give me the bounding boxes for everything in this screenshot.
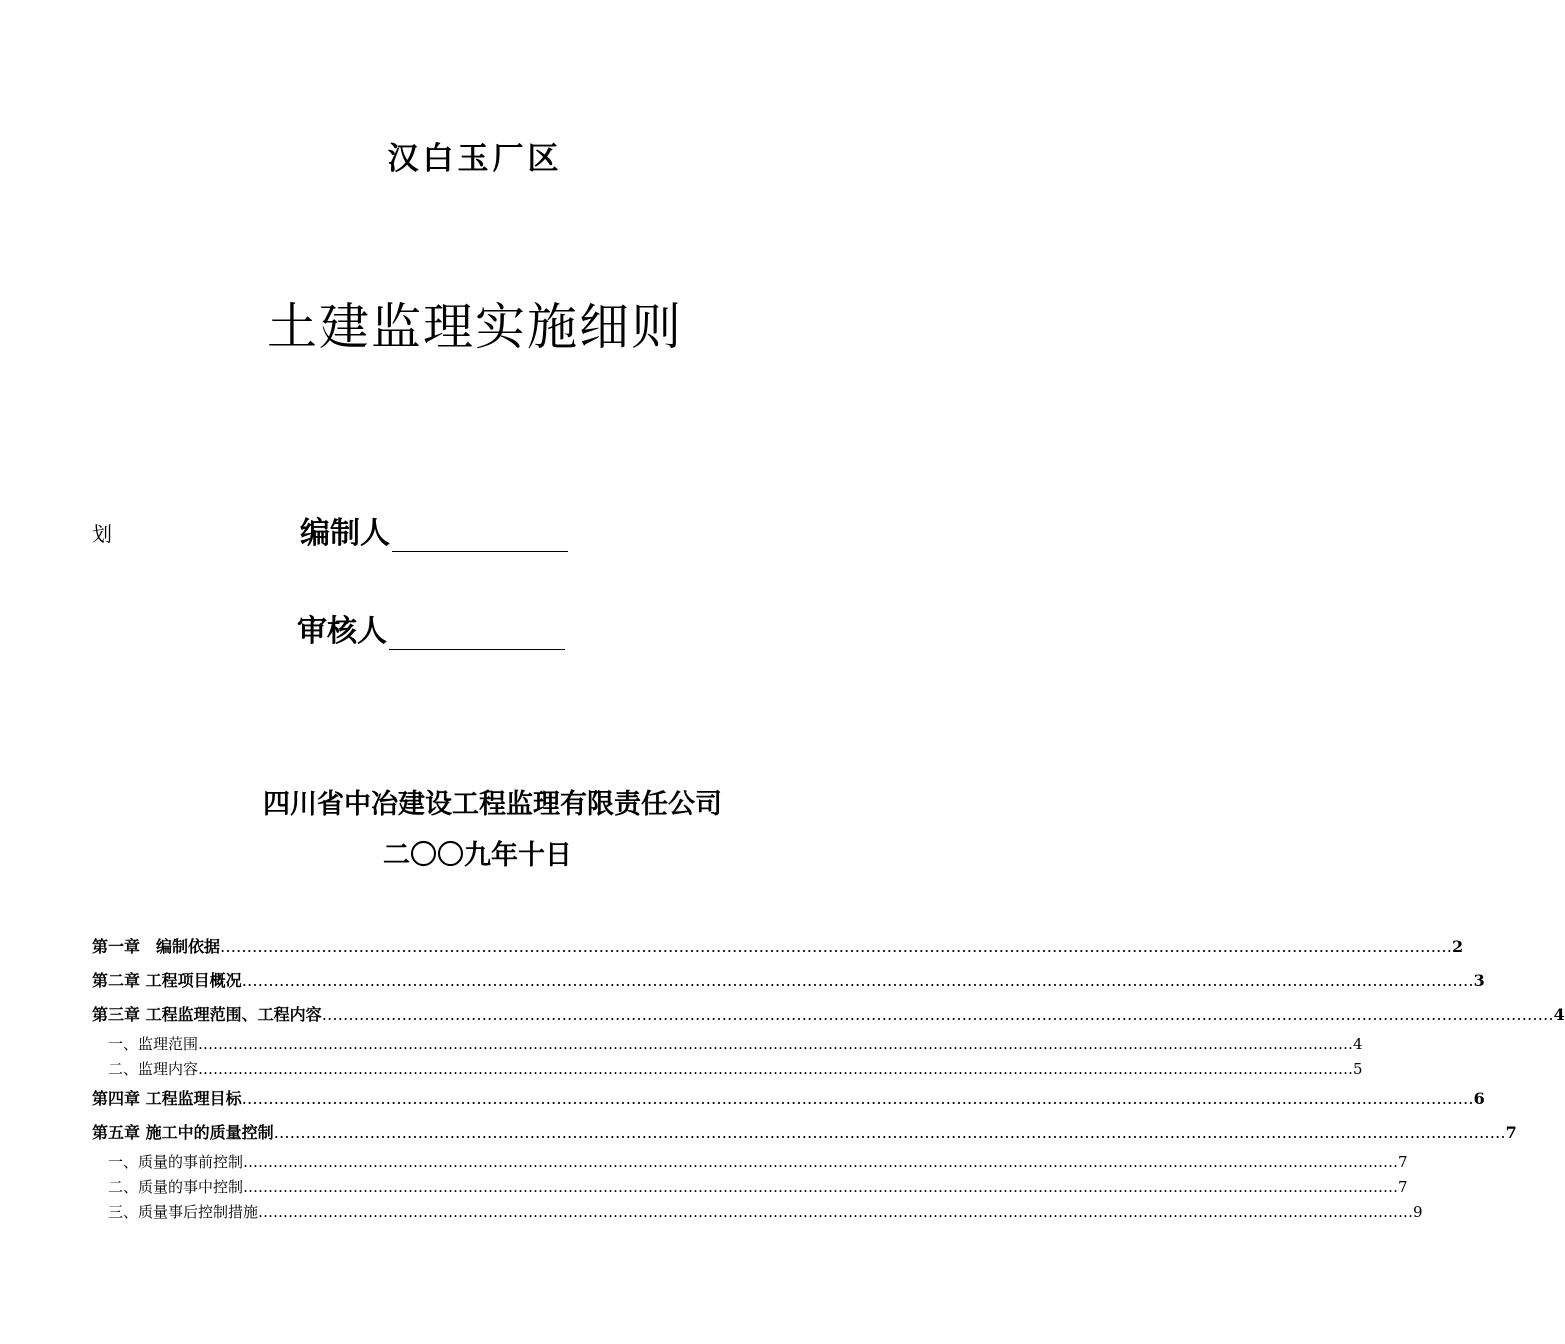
- toc-item-section-5-1[interactable]: [92, 1150, 1408, 1175]
- compiler-label: 编制人: [300, 516, 390, 551]
- toc-item-chapter-1[interactable]: [92, 930, 1464, 964]
- company-name: 四川省中冶建设工程监理有限责任公司: [263, 789, 722, 820]
- toc-item-section-5-3[interactable]: [92, 1200, 1423, 1225]
- toc-leader-dots: ……………………………………………………………………………………………………………………………………………………………………………………………………………: [198, 1060, 1354, 1078]
- toc-label: 第三章 工程监理范围、工程内容: [92, 1005, 322, 1024]
- toc-leader-dots: ……………………………………………………………………………………………………………………………………………………………………………………………………………: [241, 971, 1474, 990]
- table-of-contents: [92, 930, 1565, 1225]
- toc-leader-dots: ……………………………………………………………………………………………………………………………………………………………………………………………………………: [258, 1203, 1414, 1221]
- toc-label: 第一章 编制依据: [92, 937, 221, 956]
- toc-item-section-3-2[interactable]: [92, 1057, 1363, 1082]
- reviewer-signature-row: [297, 606, 565, 650]
- toc-page-number: 7: [1505, 1123, 1517, 1142]
- toc-item-chapter-3[interactable]: [92, 998, 1565, 1032]
- toc-leader-dots: ……………………………………………………………………………………………………………………………………………………………………………………………………………: [321, 1005, 1554, 1024]
- toc-label: 第四章 工程监理目标: [92, 1089, 242, 1108]
- compiler-signature-line: [392, 525, 568, 552]
- toc-page-number: 3: [1473, 971, 1485, 990]
- compiler-signature-row: [300, 508, 568, 552]
- toc-item-chapter-5[interactable]: [92, 1116, 1517, 1150]
- toc-page-number: 5: [1353, 1060, 1363, 1078]
- reviewer-signature-line: [389, 623, 565, 650]
- toc-leader-dots: ……………………………………………………………………………………………………………………………………………………………………………………………………………: [243, 1178, 1399, 1196]
- project-name: 汉白玉厂区: [387, 141, 563, 177]
- margin-note: 划: [92, 522, 112, 546]
- toc-label: 第五章 施工中的质量控制: [92, 1123, 274, 1142]
- toc-label: 二、监理内容: [108, 1060, 199, 1078]
- toc-page-number: 4: [1353, 1035, 1363, 1053]
- toc-page-number: 6: [1473, 1089, 1485, 1108]
- toc-page-number: 2: [1452, 937, 1464, 956]
- toc-page-number: 7: [1398, 1178, 1408, 1196]
- toc-page-number: 9: [1413, 1203, 1423, 1221]
- toc-item-chapter-2[interactable]: [92, 964, 1485, 998]
- toc-label: 一、监理范围: [108, 1035, 199, 1053]
- reviewer-label: 审核人: [297, 614, 387, 649]
- toc-label: 一、质量的事前控制: [108, 1153, 244, 1171]
- toc-item-section-3-1[interactable]: [92, 1032, 1363, 1057]
- toc-label: 三、质量事后控制措施: [108, 1203, 259, 1221]
- toc-item-section-5-2[interactable]: [92, 1175, 1408, 1200]
- document-date: 二〇〇九年十日: [383, 840, 572, 871]
- toc-leader-dots: ……………………………………………………………………………………………………………………………………………………………………………………………………………: [220, 937, 1453, 956]
- toc-leader-dots: ……………………………………………………………………………………………………………………………………………………………………………………………………………: [243, 1153, 1399, 1171]
- toc-page-number: 4: [1553, 1005, 1565, 1024]
- toc-leader-dots: ……………………………………………………………………………………………………………………………………………………………………………………………………………: [273, 1123, 1506, 1142]
- toc-leader-dots: ……………………………………………………………………………………………………………………………………………………………………………………………………………: [241, 1089, 1474, 1108]
- toc-label: 二、质量的事中控制: [108, 1178, 244, 1196]
- document-title: 土建监理实施细则: [267, 298, 683, 356]
- toc-leader-dots: ……………………………………………………………………………………………………………………………………………………………………………………………………………: [198, 1035, 1354, 1053]
- toc-label: 第二章 工程项目概况: [92, 971, 242, 990]
- toc-page-number: 7: [1398, 1153, 1408, 1171]
- toc-item-chapter-4[interactable]: [92, 1082, 1485, 1116]
